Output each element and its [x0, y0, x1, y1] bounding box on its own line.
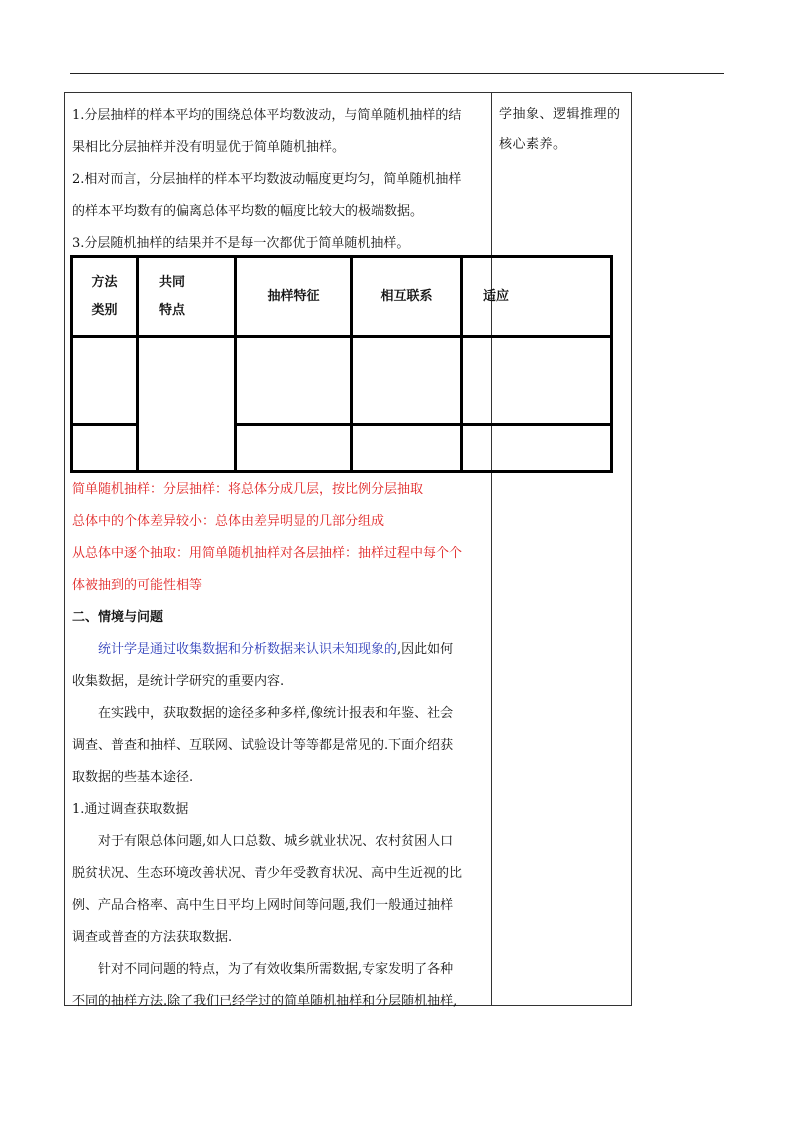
methods-line: 针对不同问题的特点，为了有效收集所需数据,专家发明了各种 [98, 962, 454, 977]
methods-line: 不同的抽样方法.除了我们已经学过的简单随机抽样和分层随机抽样, [72, 994, 458, 1009]
survey-line: 调查或普查的方法获取数据. [72, 930, 233, 945]
intro-highlight: 统计学是通过收集数据和分析数据来认识未知现象的 [98, 642, 398, 657]
main-content [72, 100, 486, 260]
intro-line: 收集数据，是统计学研究的重要内容. [72, 674, 285, 689]
red-note-line: 从总体中逐个抽取：用简单随机抽样对各层抽样：抽样过程中每个个 [72, 546, 463, 561]
practice-line: 在实践中，获取数据的途径多种多样,像统计报表和年鉴、社会 [98, 706, 454, 721]
survey-line: 例、产品合格率、高中生日平均上网时间等问题,我们一般通过抽样 [72, 898, 454, 913]
table-cell [462, 425, 612, 472]
table-cell [138, 337, 236, 472]
survey-line: 对于有限总体问题,如人口总数、城乡就业状况、农村贫困人口 [98, 834, 454, 849]
table-cell [236, 337, 352, 425]
paragraph-line: 1.分层抽样的样本平均的围绕总体平均数波动，与简单随机抽样的结 [72, 108, 462, 123]
table-cell [352, 337, 462, 425]
paragraph-line: 3.分层随机抽样的结果并不是每一次都优于简单随机抽样。 [72, 236, 410, 251]
table-cell [462, 337, 612, 425]
column-divider [491, 92, 492, 1006]
paragraph-line: 2.相对而言，分层抽样的样本平均数波动幅度更均匀，简单随机抽样 [72, 172, 462, 187]
header-sampling-features: 抽样特征 [236, 257, 352, 337]
table-cell [72, 425, 138, 472]
red-note-line: 简单随机抽样：分层抽样：将总体分成几层，按比例分层抽取 [72, 482, 424, 497]
side-note: 学抽象、逻辑推理的核心素养。 [499, 107, 621, 152]
header-relationship: 相互联系 [352, 257, 462, 337]
practice-line: 取数据的些基本途径. [72, 770, 194, 785]
subheading: 1.通过调查获取数据 [72, 802, 189, 817]
red-note-line: 总体中的个体差异较小：总体由差异明显的几部分组成 [72, 514, 385, 529]
survey-line: 脱贫状况、生态环境改善状况、青少年受教育状况、高中生近视的比 [72, 866, 463, 881]
header-applicable: 适应 [462, 257, 612, 337]
intro-line [72, 634, 486, 666]
page-header-rule [70, 73, 724, 74]
table-cell [236, 425, 352, 472]
red-note-line: 体被抽到的可能性相等 [72, 578, 203, 593]
section-title: 二、情境与问题 [72, 610, 164, 625]
table-cell [72, 337, 138, 425]
header-method-type: 方法 类别 [72, 257, 138, 337]
comparison-table [70, 255, 510, 470]
table-cell [352, 425, 462, 472]
practice-line: 调查、普查和抽样、互联网、试验设计等等都是常见的.下面介绍获 [72, 738, 454, 753]
paragraph-line: 的样本平均数有的偏离总体平均数的幅度比较大的极端数据。 [72, 204, 424, 219]
paragraph-line: 果相比分层抽样并没有明显优于简单随机抽样。 [72, 140, 346, 155]
intro-rest: ,因此如何 [397, 642, 454, 657]
header-common-features: 共同 特点 [138, 257, 236, 337]
lower-content [72, 474, 486, 1018]
